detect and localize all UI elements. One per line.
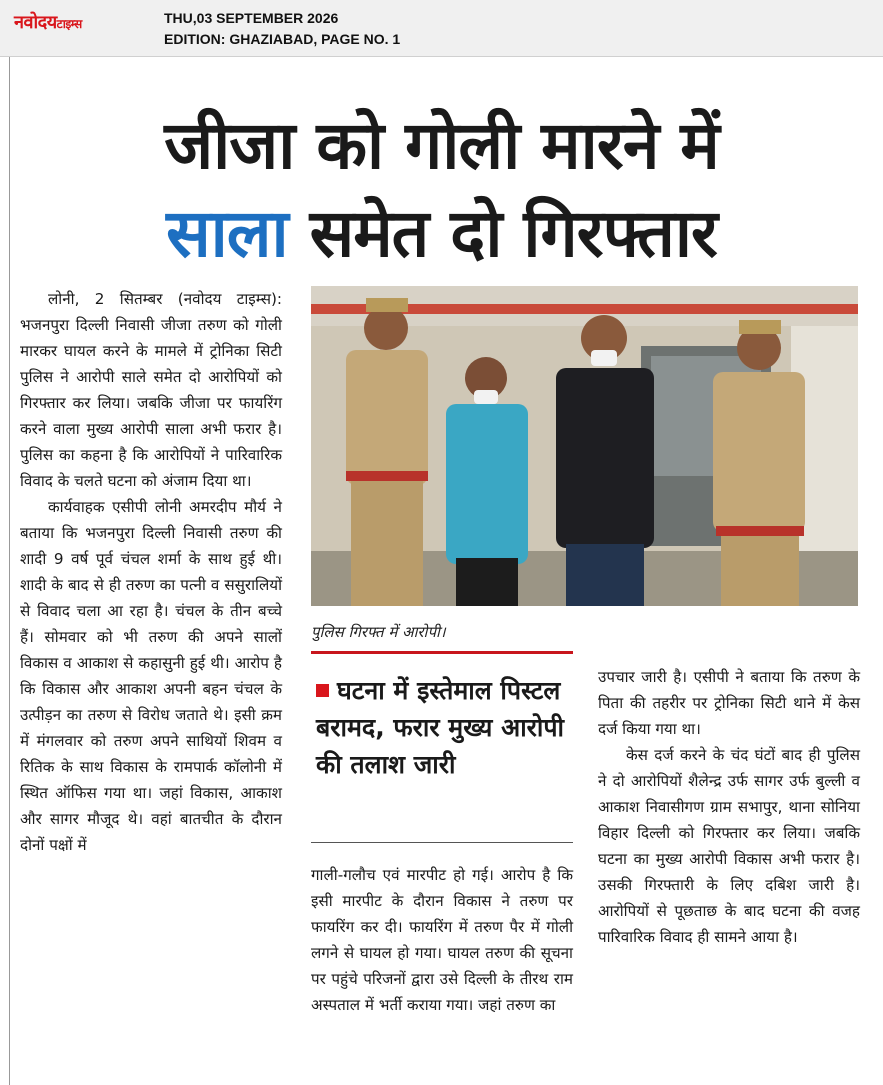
subheadline-top-rule — [311, 651, 573, 654]
headline-line-2-rest: समेत दो गिरफ्तार — [287, 195, 717, 272]
newspaper-logo — [14, 10, 82, 34]
article-column-1 — [20, 286, 282, 858]
headline-line-1: जीजा को गोली मारने में — [164, 107, 719, 184]
headline-line-2 — [0, 186, 883, 282]
edition-info — [164, 8, 400, 50]
edition-page: EDITION: GHAZIABAD, PAGE NO. 1 — [164, 31, 401, 47]
logo-main: नवोदय — [14, 12, 57, 33]
subheadline-bottom-rule — [311, 842, 573, 843]
subheadline-text: घटना में इस्तेमाल पिस्टल बरामद, फरार मुख्य आरोपी की तलाश जारी — [316, 676, 565, 779]
clipped-text-fragment — [20, 52, 290, 68]
article-paragraph: लोनी, 2 सितम्बर (नवोदय टाइम्स): भजनपुरा दिल्ली निवासी जीजा तरुण को गोली मारकर घायल करने के मामले में ट्रोनिका सिटी पुलिस ने आरोपी साले समेत दो आरोपियों को गिरफ्तार कर लिया। जबकि जीजा पर फायरिंग करने वाला मुख्य आरोपी साला अभी फरार है। पुलिस का कहना है कि आरोपियों ने पारिवारिक विवाद के चलते घटना को अंजाम दिया था। — [20, 290, 282, 490]
headline-highlight: साला — [166, 195, 288, 272]
masthead-bar — [0, 0, 883, 57]
red-square-bullet — [316, 684, 329, 697]
article-paragraph: कार्यवाहक एसीपी लोनी अमरदीप मौर्य ने बताया कि भजनपुरा दिल्ली निवासी तरुण की शादी 9 वर्ष पूर्व चंचल शर्मा के साथ हुई थी। शादी के बाद से ही तरुण का पत्नी व ससुरालियों से विवाद चला आ रहा है। चंचल के तीन बच्चे हैं। सोमवार को भी तरुण की अपने सालों विकास व आकाश से कहासुनी हुई थी। आरोप है कि विकास और आकाश अपनी बहन चंचल के उत्पीड़न का तरुण से विरोध जताते थे। इसी क्रम में मंगलवार को तरुण अपने साथियों शिवम व रितिक के साथ विकास के रामपार्क कॉलोनी में स्थित ऑफिस गया था। जहां विकास, आकाश और सागर मौजूद थे। वहां बातचीत के दौरान दोनों पक्षों में — [20, 498, 282, 854]
article-column-2 — [311, 862, 573, 1018]
logo-small: टाइम्स — [56, 17, 82, 31]
article-column-3 — [598, 664, 860, 950]
article-paragraph: गाली-गलौच एवं मारपीट हो गई। आरोप है कि इसी मारपीट के दौरान विकास ने तरुण पर फायरिंग कर दी। फायरिंग में तरुण पैर में गोली लगने से घायल हो गया। घायल तरुण की सूचना पर पहुंचे परिजनों द्वारा उसे दिल्ली के तीरथ राम अस्पताल में भर्ती कराया गया। जहां तरुण का — [311, 866, 573, 1014]
article-paragraph: केस दर्ज करने के चंद घंटों बाद ही पुलिस ने दो आरोपियों शैलेन्द्र उर्फ सागर उर्फ बुल्ली व आकाश निवासीगण ग्राम सभापुर, थाना सोनिया विहार दिल्ली को गिरफ्तार कर लिया। जबकि घटना का मुख्य आरोपी विकास अभी फरार है। उसकी गिरफ्तारी के लिए दबिश जारी है। आरोपियों से पूछताछ के बाद घटना की वजह पारिवारिक विवाद ही सामने आया है। — [598, 746, 860, 946]
photo-caption: पुलिस गिरफ्त में आरोपी। — [311, 623, 446, 641]
news-photo — [311, 286, 858, 606]
article-paragraph: उपचार जारी है। एसीपी ने बताया कि तरुण के पिता की तहरीर पर ट्रोनिका सिटी थाने में केस दर्ज किया गया था। — [598, 668, 860, 738]
edition-date: THU,03 SEPTEMBER 2026 — [164, 10, 339, 26]
police-photo-illustration — [311, 286, 858, 606]
subheadline — [316, 672, 578, 783]
